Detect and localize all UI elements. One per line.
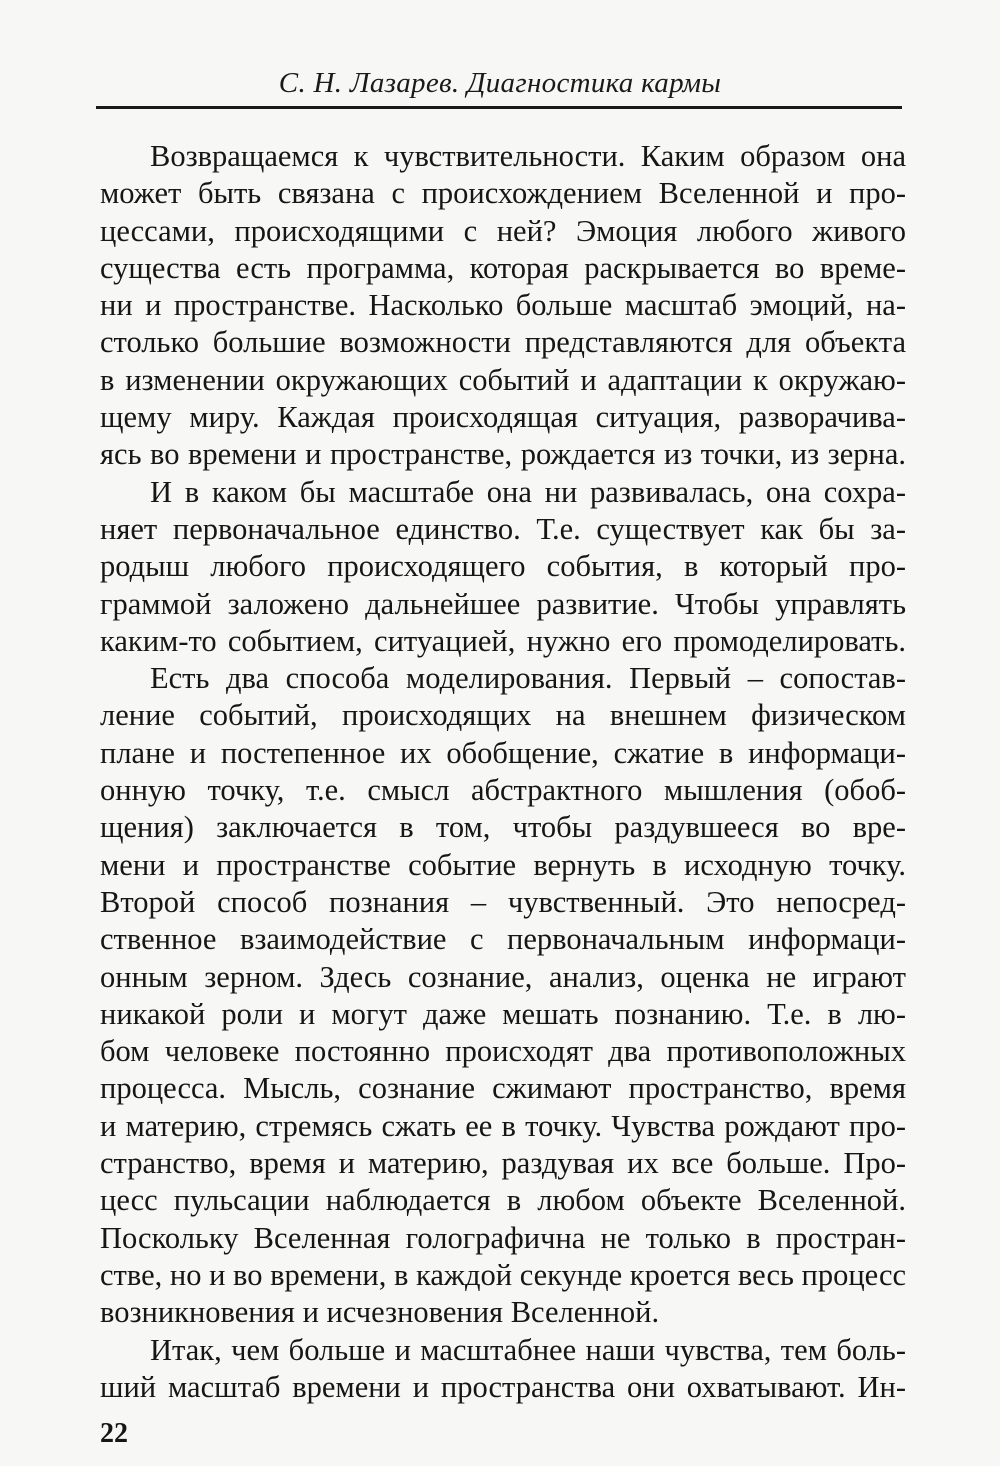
text-line: стве, но и во времени, в каждой секунде кроется весь процесс [100,1257,907,1292]
text-line: граммой заложено дальнейшее развитие. Чтобы управлять [100,586,906,621]
text-line: каким-то событием, ситуацией, нужно его промоделировать. [100,623,906,658]
header-rule [96,106,902,109]
text-line: процесса. Мысль, сознание сжимают пространство, время [100,1071,906,1106]
text-line: И в каком бы масштабе она ни развивалась, она сохра- [150,474,906,509]
text-line: Поскольку Вселенная голографична не только в простран- [100,1220,906,1255]
text-line: странство, время и материю, раздувая их все больше. Про- [100,1146,906,1181]
text-line: онную точку, т.е. смысл абстрактного мышления (обоб- [100,773,906,808]
text-line: и материю, стремясь сжать ее в точку. Чувства рождают про- [100,1108,906,1143]
text-line: возникновения и исчезновения Вселенной. [100,1295,660,1330]
text-line: Второй способ познания – чувственный. Это непосред- [100,884,906,919]
running-header: С. Н. Лазарев. Диагностика кармы [278,67,722,99]
text-line: онным зерном. Здесь сознание, анализ, оценка не играют [100,959,906,994]
text-line: ственное взаимодействие с первоначальным информаци- [100,922,906,957]
page-number: 22 [100,1418,128,1449]
text-line: щения) заключается в том, чтобы раздувшееся во вре- [100,810,906,845]
text-line: ни и пространстве. Насколько больше масштаб эмоций, на- [100,288,906,323]
text-line: ший масштаб времени и пространства они охватывают. Ин- [100,1369,906,1404]
text-line: в изменении окружающих событий и адаптации к окружаю- [100,362,906,397]
text-line: плане и постепенное их обобщение, сжатие в информаци- [100,735,906,770]
text-line: няет первоначальное единство. Т.е. существует как бы за- [100,511,906,546]
text-line: щему миру. Каждая происходящая ситуация, разворачива- [100,400,906,435]
text-line: цесс пульсации наблюдается в любом объекте Вселенной. [100,1183,906,1218]
text-line: бом человеке постоянно происходят два противоположных [100,1034,906,1069]
body-text [100,138,906,1406]
text-line: родыш любого происходящего события, в который про- [100,549,906,584]
text-line: существа есть программа, которая раскрывается во време- [100,250,906,285]
text-line: цессами, происходящими с ней? Эмоция любого живого [100,213,906,248]
text-line: Итак, чем больше и масштабнее наши чувства, тем боль- [150,1332,906,1367]
text-line: ясь во времени и пространстве, рождается из точки, из зерна. [100,437,906,472]
text-line: может быть связана с происхождением Вселенной и про- [100,176,906,211]
text-line: ление событий, происходящих на внешнем физическом [100,698,906,733]
text-line: столько большие возможности представляются для объекта [100,325,906,360]
text-line: мени и пространстве событие вернуть в исходную точку. [100,847,906,882]
text-line: никакой роли и могут даже мешать познанию. Т.е. в лю- [100,996,906,1031]
text-line: Есть два способа моделирования. Первый – сопостав- [150,661,906,696]
text-line: Возвращаемся к чувствительности. Каким образом она [150,139,906,173]
